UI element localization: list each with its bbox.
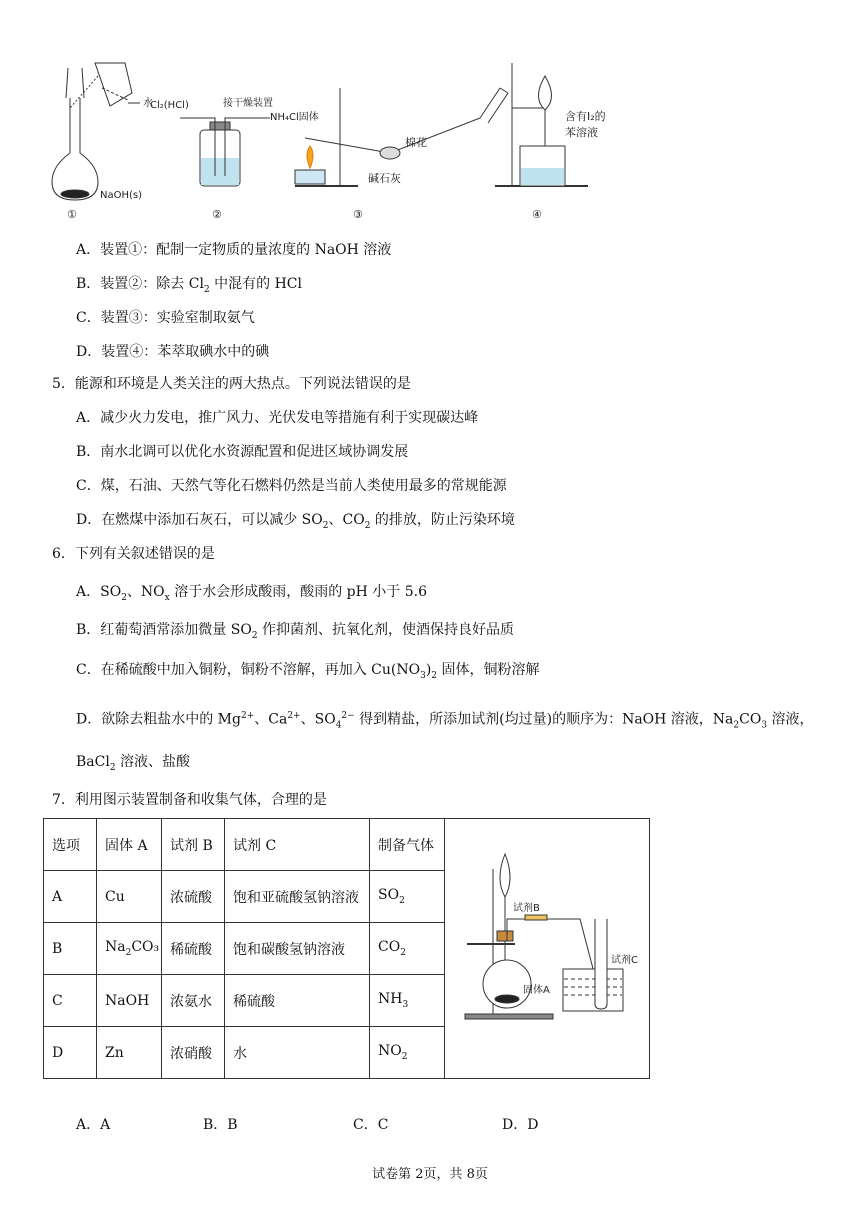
label-naoh-solid: NaOH(s) [100,190,143,201]
label-i2-benzene-2: 苯溶液 [565,126,598,139]
apparatus-figure [40,58,606,221]
number-4: ④ [532,208,542,221]
label-nh4cl: NH₄Cl固体 [270,112,319,123]
q5-stem: 5．能源和环境是人类关注的两大热点。下列说法错误的是 [52,376,411,392]
header-reagent-c: 试剂 C [225,819,370,871]
q7-apparatus [445,819,649,1074]
label-cotton: 棉花 [405,136,427,149]
q6-option-d-cont: BaCl$_2$ 溶液、盐酸 [76,754,191,773]
q4-option-b[interactable]: B．装置②：除去 $Cl_2$ 中混有的 HCl [76,276,302,295]
q6-stem: 6．下列有关叙述错误的是 [52,546,215,562]
table-row: B $Na_2CO_3$ 稀硫酸 饱和碳酸氢钠溶液 $CO_2$ [44,923,650,975]
q7-stem: 7．利用图示装置制备和收集气体，合理的是 [52,792,327,808]
label-i2-benzene-1: 含有I₂的 [565,110,606,123]
table-row: D Zn 浓硝酸 水 $NO_2$ [44,1027,650,1079]
table-row: A Cu 浓硫酸 饱和亚硫酸氢钠溶液 $SO_2$ [44,871,650,923]
q4-option-d[interactable]: D．装置④：苯萃取碘水中的碘 [76,344,270,360]
q7-figure-cell [445,819,650,1079]
q6-option-b[interactable]: B．红葡萄酒常添加微量 $SO_2$ 作抑菌剂、抗氧化剂，使酒保持良好品质 [76,622,514,641]
apparatus-1 [52,63,143,201]
q6-option-a[interactable]: A．$SO_2$、$NO_x$ 溶于水会形成酸雨，酸雨的 pH 小于 5.6 [76,584,427,603]
q6-option-c[interactable]: C．在稀硫酸中加入铜粉，铜粉不溶解，再加入 $Cu(NO_3)_2$ 固体，铜粉溶解 [76,662,540,681]
q4-option-c[interactable]: C．装置③：实验室制取氨气 [76,310,255,326]
q7-answer-a[interactable]: A．A [76,1117,111,1133]
label-cl2-hcl: Cl₂(HCl) [150,100,189,111]
apparatus-3 [295,88,508,186]
label-to-dryer: 接干燥装置 [223,98,273,109]
header-option: 选项 [44,819,97,871]
q5-option-d[interactable]: D．在燃煤中添加石灰石，可以减少 $SO_2$、$CO_2$ 的排放，防止污染环境 [76,512,515,531]
label-reagent-b: 试剂B [513,903,540,914]
q6-option-d[interactable]: D．欲除去粗盐水中的 $Mg^{2+}$、$Ca^{2+}$、$SO_4^{2-}$ 得到精盐，所添加试剂(均过量)的顺序为：NaOH 溶液，$Na_2CO_3$ 溶液， [76,711,814,731]
q7-answer-b[interactable]: B．B [203,1117,238,1133]
label-solid-a: 固体A [523,985,550,996]
header-solid-a: 固体 A [97,819,162,871]
label-soda-lime: 碱石灰 [368,172,401,185]
apparatus-2 [180,118,270,186]
label-water: 水 [143,98,153,109]
apparatus-4 [495,63,588,186]
page-footer: 试卷第 2页，共 8页 [372,1167,488,1182]
q5-option-a[interactable]: A．减少火力发电，推广风力、光伏发电等措施有利于实现碳达峰 [76,410,479,426]
q4-option-a[interactable]: A．装置①：配制一定物质的量浓度的 NaOH 溶液 [76,242,392,258]
number-3: ③ [353,208,363,221]
number-1: ① [67,208,77,221]
q7-table [43,818,650,1079]
table-header-row [44,819,650,871]
q5-option-c[interactable]: C．煤，石油、天然气等化石燃料仍然是当前人类使用最多的常规能源 [76,478,507,494]
label-reagent-c: 试剂C [611,955,638,966]
q7-answer-c[interactable]: C．C [353,1117,389,1133]
header-gas: 制备气体 [370,819,445,871]
number-2: ② [212,208,222,221]
header-reagent-b: 试剂 B [162,819,225,871]
q7-answer-d[interactable]: D．D [502,1117,539,1133]
table-row: C NaOH 浓氨水 稀硫酸 $NH_3$ [44,975,650,1027]
q5-option-b[interactable]: B．南水北调可以优化水资源配置和促进区域协调发展 [76,444,409,460]
